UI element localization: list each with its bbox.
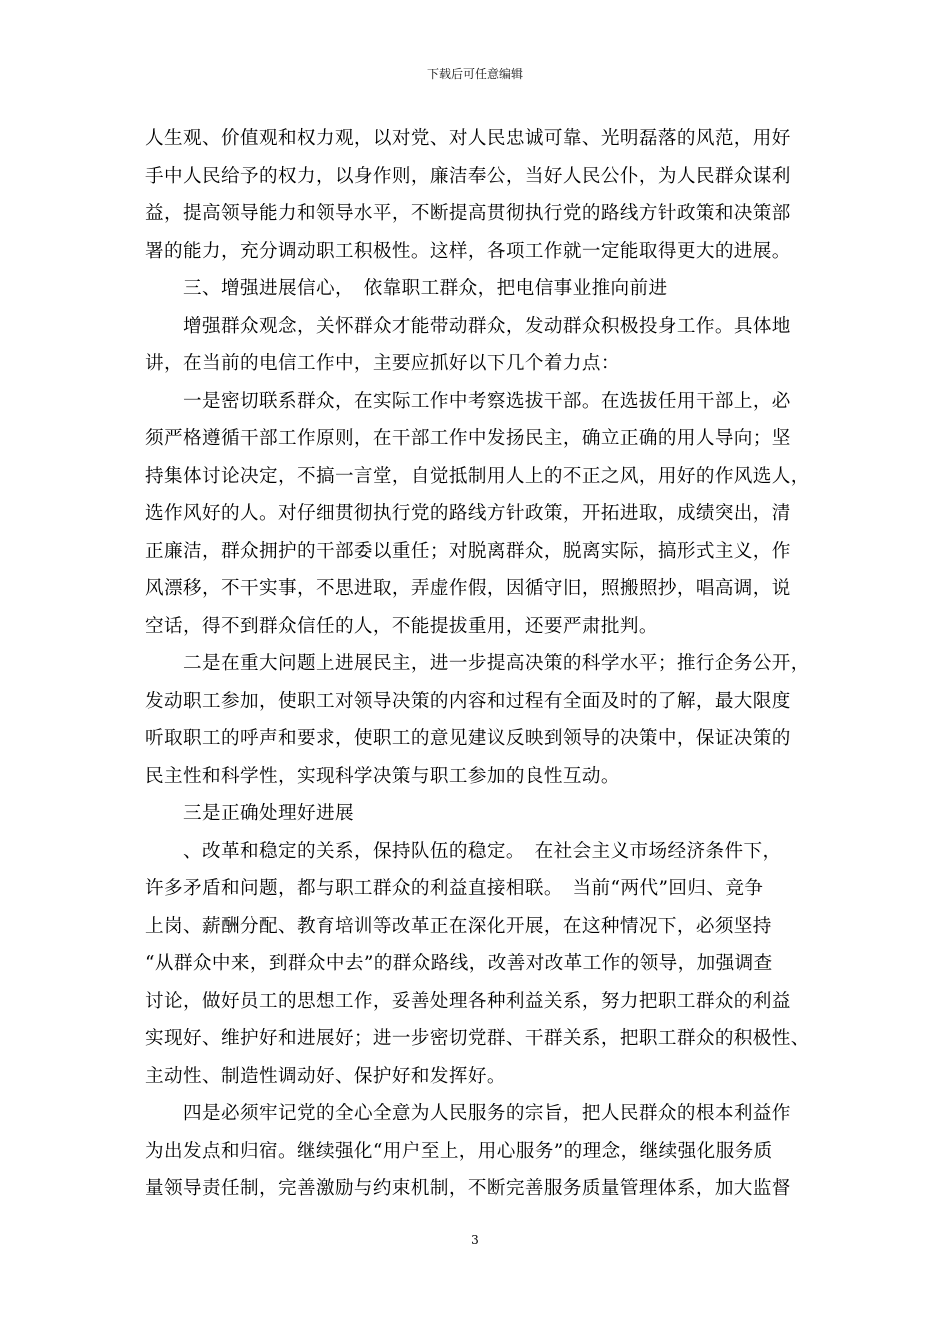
text-line: 民主性和科学性，实现科学决策与职工参加的良性互动。 (145, 765, 620, 787)
text-line: 许多矛盾和问题，都与职工群众的利益直接相联。 当前“两代”回归、竞争 (145, 878, 764, 899)
text-line: 、改革和稳定的关系，保持队伍的稳定。 在社会主义市场经济条件下， (183, 840, 782, 862)
text-line: 正廉洁，群众拥护的干部委以重任；对脱离群众，脱离实际，搞形式主义，作 (145, 540, 791, 562)
text-line: 量领导责任制，完善激励与约束机制，不断完善服务质量管理体系，加大监督 (145, 1178, 791, 1199)
text-line: 四是必须牢记党的全心全意为人民服务的宗旨，把人民群众的根本利益作 (183, 1103, 791, 1124)
page-header: 下载后可任意编辑 (426, 67, 523, 81)
page-number: 3 (471, 1233, 479, 1247)
text-line: 上岗、薪酬分配、教育培训等改革正在深化开展，在这种情况下，必须坚持 (145, 915, 772, 937)
text-line: 选作风好的人。对仔细贯彻执行党的路线方针政策，开拓进取，成绩突出，清 (145, 503, 791, 524)
text-line: 讨论，做好员工的思想工作，妥善处理各种利益关系，努力把职工群众的利益 (145, 990, 791, 1012)
text-line: 三、增强进展信心， 依靠职工群众，把电信事业推向前进 (183, 278, 668, 299)
text-line: 一是密切联系群众，在实际工作中考察选拔干部。在选拔任用干部上，必 (183, 390, 791, 412)
text-line: 手中人民给予的权力，以身作则，廉洁奉公，当好人民公仆，为人民群众谋利 (145, 165, 791, 187)
text-line: 持集体讨论决定，不搞一言堂，自觉抵制用人上的不正之风，用好的作风选人， (145, 465, 810, 487)
text-line: 听取职工的呼声和要求，使职工的意见建议反映到领导的决策中，保证决策的 (145, 728, 791, 749)
document-body (145, 120, 825, 1208)
text-line: 实现好、维护好和进展好；进一步密切党群、干群关系，把职工群众的积极性、 (145, 1028, 810, 1049)
text-line: 增强群众观念，关怀群众才能带动群众，发动群众积极投身工作。具体地 (183, 315, 791, 337)
text-line: 三是正确处理好进展 (183, 803, 354, 824)
text-line: 益，提高领导能力和领导水平，不断提高贯彻执行党的路线方针政策和决策部 (145, 203, 791, 224)
text-line: 讲，在当前的电信工作中，主要应抓好以下几个着力点： (145, 353, 620, 374)
text-line: 主动性、制造性调动好、保护好和发挥好。 (145, 1065, 506, 1087)
text-line: 人生观、价值观和权力观，以对党、对人民忠诚可靠、光明磊落的风范，用好 (145, 128, 791, 149)
text-line: 为出发点和归宿。继续强化“用户至上，用心服务”的理念，继续强化服务质 (145, 1140, 773, 1162)
text-line: 发动职工参加，使职工对领导决策的内容和过程有全面及时的了解，最大限度 (145, 690, 791, 712)
text-line: 署的能力，充分调动职工积极性。这样，各项工作就一定能取得更大的进展。 (145, 240, 791, 262)
text-line: “从群众中来，到群众中去”的群众路线，改善对改革工作的领导，加强调查 (145, 953, 773, 974)
text-line: 风漂移，不干实事，不思进取，弄虚作假，因循守旧，照搬照抄，唱高调，说 (145, 578, 791, 599)
text-line: 须严格遵循干部工作原则，在干部工作中发扬民主，确立正确的用人导向；坚 (145, 428, 791, 449)
text-line: 空话，得不到群众信任的人，不能提拔重用，还要严肃批判。 (145, 615, 658, 637)
text-line: 二是在重大问题上进展民主，进一步提高决策的科学水平；推行企务公开， (183, 653, 810, 674)
